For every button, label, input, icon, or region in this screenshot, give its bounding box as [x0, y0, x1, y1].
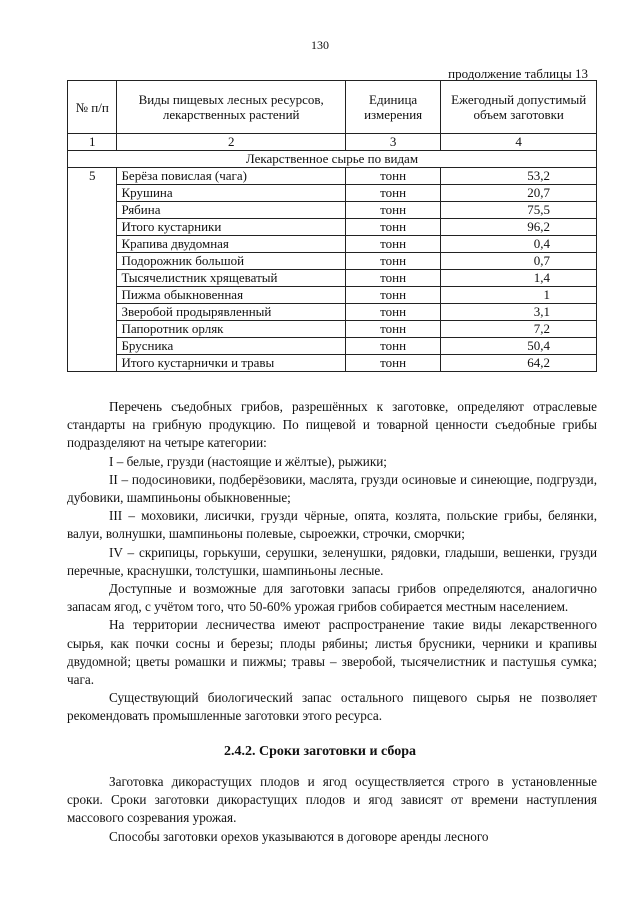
column-number: 3 [345, 134, 440, 151]
header-annual-volume: Ежегодный допустимый объем заготовки [441, 81, 597, 134]
resource-value: 20,7 [441, 185, 597, 202]
table-caption: продолжение таблицы 13 [448, 66, 588, 81]
body-text [67, 398, 597, 726]
resource-name: Тысячелистник хрящеватый [117, 270, 345, 287]
resource-unit: тонн [345, 202, 440, 219]
header-resource-type: Виды пищевых лесных ресурсов, лекарственных растений [117, 81, 345, 134]
section-heading: 2.4.2. Сроки заготовки и сбора [223, 744, 417, 759]
resource-unit: тонн [345, 270, 440, 287]
resource-unit: тонн [345, 168, 440, 185]
table-row [68, 253, 597, 270]
resource-unit: тонн [345, 219, 440, 236]
resource-unit: тонн [345, 287, 440, 304]
paragraph: Перечень съедобных грибов, разрешённых к заготовке, определяют отраслевые стандарты на грибную продукцию. По пищевой и товарной ценности съедобные грибы подразделяют на четыре категории: [67, 399, 597, 451]
paragraph: Способы заготовки орехов указываются в договоре аренды лесного [109, 828, 489, 844]
table-row [68, 202, 597, 219]
column-numbers-row [68, 134, 597, 151]
resource-unit: тонн [345, 355, 440, 372]
paragraph: II – подосиновики, подберёзовики, маслята, грузди осиновые и синеющие, подгрузди, дубовики, шампиньоны обыкновенные; [67, 471, 597, 506]
resource-value: 3,1 [441, 304, 597, 321]
resource-value: 50,4 [441, 338, 597, 355]
paragraph: III – моховики, лисички, грузди чёрные, опята, козлята, польские грибы, белянки, валуи, волнушки, шампиньоны полевые, сыроежки, строчки, сморчки; [67, 508, 597, 542]
table-row [68, 321, 597, 338]
resource-value: 96,2 [441, 219, 597, 236]
table-row [68, 287, 597, 304]
column-number: 2 [117, 134, 345, 151]
resource-value: 75,5 [441, 202, 597, 219]
resource-unit: тонн [345, 304, 440, 321]
resource-name: Брусника [117, 338, 345, 355]
resource-unit: тонн [345, 321, 440, 338]
table-row [68, 338, 597, 355]
body-text-continued [67, 773, 597, 846]
resource-value: 1 [441, 287, 597, 304]
table-row [68, 185, 597, 202]
table-row [68, 236, 597, 253]
resource-name: Крапива двудомная [117, 236, 345, 253]
resource-value: 64,2 [441, 355, 597, 372]
column-number: 1 [68, 134, 117, 151]
group-number: 5 [68, 168, 117, 372]
paragraph: Существующий биологический запас остального пищевого сырья не позволяет рекомендовать промышленные заготовки этого ресурса. [67, 690, 597, 724]
resource-name: Папоротник орляк [117, 321, 345, 338]
paragraph: IV – скрипицы, горькуши, серушки, зеленушки, рядовки, гладыши, вешенки, грузди перечные, краснушки, толстушки, шампиньоны лесные. [67, 544, 597, 578]
resource-name: Итого кустарники [117, 219, 345, 236]
resource-name: Подорожник большой [117, 253, 345, 270]
section-row [68, 151, 597, 168]
resource-name: Зверобой продырявленный [117, 304, 345, 321]
paragraph: Заготовка дикорастущих плодов и ягод осуществляется строго в установленные сроки. Сроки заготовки дикорастущих плодов и ягод зависят от времени наступления массового созревания урожая. [67, 774, 597, 826]
resource-value: 7,2 [441, 321, 597, 338]
table-row [68, 270, 597, 287]
table-row [68, 304, 597, 321]
column-number: 4 [441, 134, 597, 151]
paragraph: На территории лесничества имеют распространение такие виды лекарственного сырья, как почки сосны и березы; плоды рябины; листья брусники, черники и крапивы двудомной; цветы ромашки и пижмы; травы – зверобой, тысячелистник и пастушья сумка; чага. [67, 617, 597, 688]
resource-unit: тонн [345, 338, 440, 355]
resource-value: 0,4 [441, 236, 597, 253]
header-unit: Единица измерения [345, 81, 440, 134]
paragraph: I – белые, грузди (настоящие и жёлтые), рыжики; [109, 453, 387, 469]
paragraph: Доступные и возможные для заготовки запасы грибов определяются, аналогично запасам ягод, с учётом того, что 50-60% урожая грибов собирается местным населением. [67, 581, 597, 615]
resource-name: Берёза повислая (чага) [117, 168, 345, 185]
resource-unit: тонн [345, 236, 440, 253]
resource-value: 53,2 [441, 168, 597, 185]
table-row [68, 168, 597, 185]
resource-value: 0,7 [441, 253, 597, 270]
resource-unit: тонн [345, 185, 440, 202]
resources-table [67, 80, 597, 372]
resource-unit: тонн [345, 253, 440, 270]
table-row [68, 355, 597, 372]
page-number: 130 [311, 38, 329, 52]
resource-name: Крушина [117, 185, 345, 202]
section-title: Лекарственное сырье по видам [68, 151, 597, 168]
header-number: № п/п [68, 81, 117, 134]
resource-name: Пижма обыкновенная [117, 287, 345, 304]
resource-name: Рябина [117, 202, 345, 219]
table-row [68, 219, 597, 236]
resource-value: 1,4 [441, 270, 597, 287]
resource-name: Итого кустарнички и травы [117, 355, 345, 372]
table-header-row [68, 81, 597, 134]
